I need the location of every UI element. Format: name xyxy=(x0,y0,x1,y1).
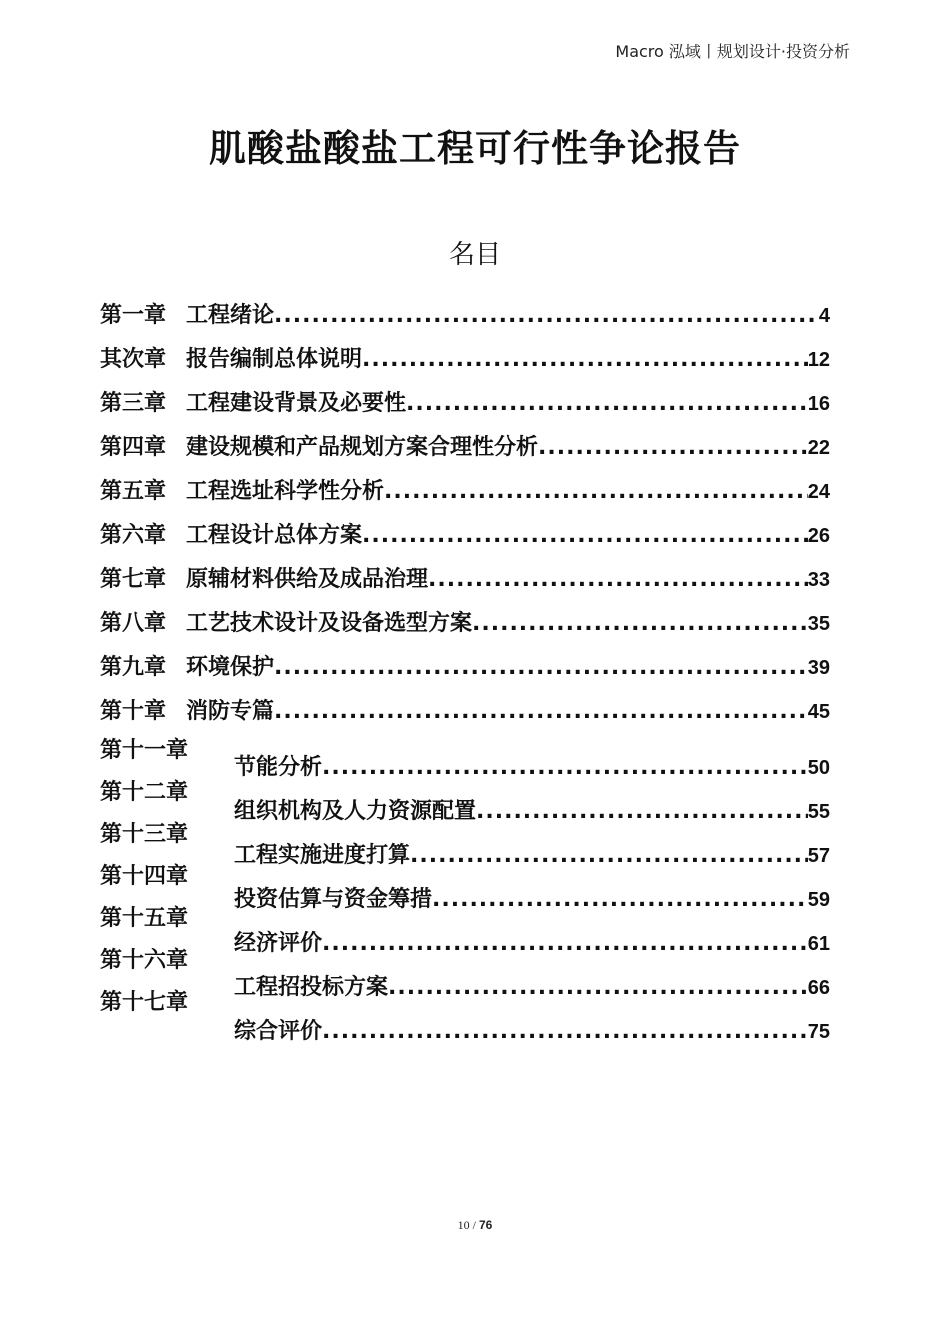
toc-chapter-number: 第三章 xyxy=(100,391,167,416)
toc-page-number: 22 xyxy=(807,437,830,459)
toc-dot-leader xyxy=(428,562,808,598)
toc-entry[interactable] xyxy=(100,474,830,510)
toc-chapter-number: 第十一章 xyxy=(100,738,189,763)
toc-chapter-title: 节能分析 xyxy=(234,755,323,780)
toc-chapter-title: 工程绪论 xyxy=(186,303,275,328)
toc-chapter-number: 第十四章 xyxy=(100,864,189,889)
toc-chapter-number: 第十二章 xyxy=(100,780,189,805)
page-header: Macro 泓域丨规划设计·投资分析 xyxy=(615,42,850,61)
toc-chapter-number: 第十六章 xyxy=(100,948,189,973)
toc-page-number: 24 xyxy=(807,481,830,503)
toc-dot-leader xyxy=(322,750,808,786)
toc-chapter-title: 建设规模和产品规划方案合理性分析 xyxy=(186,435,539,460)
toc-entry[interactable] xyxy=(100,606,830,642)
page-current: 10 xyxy=(457,1218,470,1232)
toc-chapter-title: 综合评价 xyxy=(234,1019,323,1044)
toc-entry[interactable] xyxy=(100,562,830,598)
toc-chapter-number: 第十五章 xyxy=(100,906,189,931)
toc-dot-leader xyxy=(362,342,808,378)
toc-entry[interactable] xyxy=(100,298,830,334)
toc-entry[interactable] xyxy=(234,838,830,874)
toc-dot-leader xyxy=(322,926,808,962)
toc-entry[interactable] xyxy=(234,750,830,786)
toc-chapter-title: 工程建设背景及必要性 xyxy=(186,391,407,416)
document-title: 肌酸盐酸盐工程可行性争论报告 xyxy=(209,127,741,170)
toc-chapter-title: 原辅材料供给及成品治理 xyxy=(186,567,429,592)
toc-page-number: 55 xyxy=(807,801,830,823)
toc-entry[interactable] xyxy=(234,970,830,1006)
toc-chapter-title: 投资估算与资金筹措 xyxy=(234,887,433,912)
toc-chapter-number: 第十七章 xyxy=(100,990,189,1015)
toc-page-number: 50 xyxy=(807,757,830,779)
toc-dot-leader xyxy=(388,970,808,1006)
toc-chapter-number: 第十章 xyxy=(100,699,167,724)
toc-entry[interactable] xyxy=(100,386,830,422)
toc-chapter-number: 第一章 xyxy=(100,303,167,328)
toc-dot-leader xyxy=(410,838,808,874)
toc-page-number: 16 xyxy=(807,393,830,415)
toc-page-number: 12 xyxy=(807,349,830,371)
toc-heading: 名目 xyxy=(448,240,501,270)
toc-chapter-number: 第九章 xyxy=(100,655,167,680)
page-number xyxy=(0,1218,950,1233)
toc-page-number: 4 xyxy=(818,305,830,327)
toc-dot-leader xyxy=(384,474,808,510)
toc-page-number: 57 xyxy=(807,845,830,867)
toc-entry[interactable] xyxy=(234,882,830,918)
toc-chapter-number: 第八章 xyxy=(100,611,167,636)
toc-dot-leader xyxy=(322,1014,808,1050)
toc-dot-leader xyxy=(274,694,808,730)
toc-dot-leader xyxy=(362,518,808,554)
toc-entry[interactable] xyxy=(234,926,830,962)
toc-entry[interactable] xyxy=(100,518,830,554)
toc-entry[interactable] xyxy=(234,794,830,830)
toc-page-number: 35 xyxy=(807,613,830,635)
toc-chapter-title: 工艺技术设计及设备选型方案 xyxy=(186,611,473,636)
toc-chapter-title: 工程设计总体方案 xyxy=(186,523,363,548)
toc-chapter-title: 消防专篇 xyxy=(186,699,275,724)
toc-entry[interactable] xyxy=(100,430,830,466)
toc-page-number: 66 xyxy=(807,977,830,999)
page-separator: / xyxy=(472,1218,476,1232)
toc-chapter-title: 工程实施进度打算 xyxy=(234,843,411,868)
toc-dot-leader xyxy=(472,606,808,642)
toc-chapter-number: 第七章 xyxy=(100,567,167,592)
toc-chapter-title: 经济评价 xyxy=(234,931,323,956)
toc-dot-leader xyxy=(538,430,808,466)
toc-chapter-title: 组织机构及人力资源配置 xyxy=(234,799,477,824)
toc-dot-leader xyxy=(476,794,808,830)
toc-dot-leader xyxy=(406,386,808,422)
toc-chapter-title: 工程招投标方案 xyxy=(234,975,389,1000)
toc-page-number: 59 xyxy=(807,889,830,911)
toc-page-number: 75 xyxy=(807,1021,830,1043)
toc-entry[interactable] xyxy=(100,694,830,730)
toc-chapter-number: 第四章 xyxy=(100,435,167,460)
toc-chapter-title: 环境保护 xyxy=(186,655,275,680)
toc-dot-leader xyxy=(274,298,819,334)
toc-page-number: 26 xyxy=(807,525,830,547)
toc-chapter-number: 第六章 xyxy=(100,523,167,548)
toc-chapter-title: 工程选址科学性分析 xyxy=(186,479,385,504)
toc-entry[interactable] xyxy=(234,1014,830,1050)
toc-chapter-number: 其次章 xyxy=(100,347,167,372)
toc-page-number: 61 xyxy=(807,933,830,955)
toc-entry[interactable] xyxy=(100,650,830,686)
page-total: 76 xyxy=(478,1218,493,1232)
toc-page-number: 33 xyxy=(807,569,830,591)
toc-chapter-number: 第五章 xyxy=(100,479,167,504)
toc-chapter-title: 报告编制总体说明 xyxy=(186,347,363,372)
toc-chapter-number: 第十三章 xyxy=(100,822,189,847)
toc-dot-leader xyxy=(274,650,808,686)
toc-dot-leader xyxy=(432,882,808,918)
toc-page-number: 39 xyxy=(807,657,830,679)
toc-entry[interactable] xyxy=(100,342,830,378)
toc-page-number: 45 xyxy=(807,701,830,723)
